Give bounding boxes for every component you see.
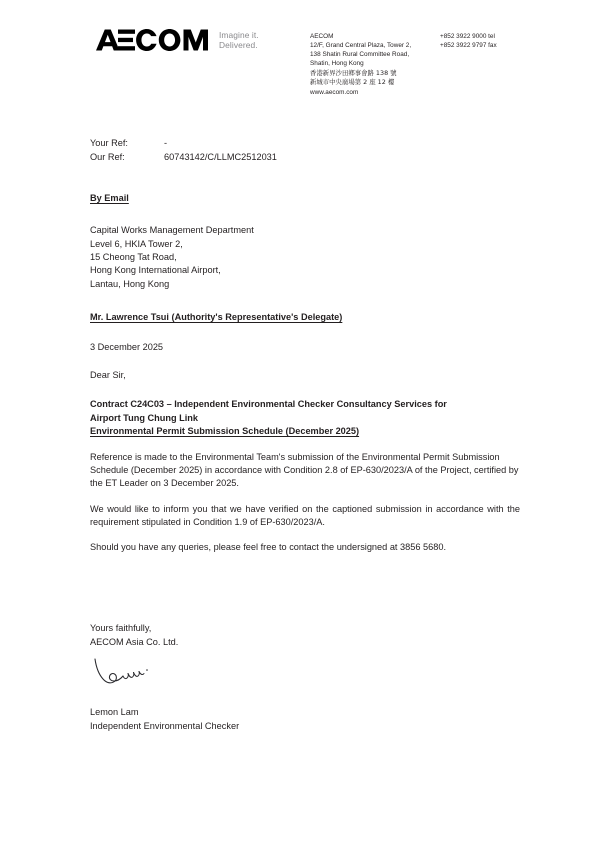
- your-ref-row: [90, 137, 277, 151]
- recipient-line: Capital Works Management Department: [90, 225, 254, 236]
- address-line: Shatin, Hong Kong: [310, 60, 364, 68]
- subject-line-2: Airport Tung Chung Link: [90, 412, 199, 423]
- letter-body: [90, 137, 522, 733]
- handwritten-signature-icon: [92, 655, 522, 696]
- recipient-line: 15 Cheong Tat Road,: [90, 252, 177, 262]
- address-line-chinese: 新城市中央廣場第 2 座 12 樓: [310, 78, 395, 87]
- body-paragraph-1: Reference is made to the Environmental Team's submission of the Environmental Permit Submission Schedule (December 2025) in accordance with Condition 2.8 of EP-630/2023/A of the Project, certified by the ET Leader on 3 December 2025.: [90, 451, 519, 489]
- signer-name: Lemon Lam: [90, 707, 139, 718]
- aecom-logo-block: [96, 29, 259, 56]
- our-ref-value: 60743142/C/LLMC2512031: [164, 151, 277, 162]
- subject-line-3: Environmental Permit Submission Schedule (December 2025): [90, 426, 360, 437]
- signer-title: Independent Environmental Checker: [90, 720, 240, 731]
- closing-company: AECOM Asia Co. Ltd.: [90, 636, 179, 647]
- aecom-tagline: [219, 31, 259, 50]
- address-line: 138 Shatin Rural Committee Road,: [310, 51, 410, 59]
- delivery-method-label: By Email: [90, 193, 129, 204]
- letter-date: 3 December 2025: [90, 342, 164, 353]
- telephone-number: +852 3922 9000 tel: [440, 33, 495, 40]
- letterhead-contact-block: [310, 32, 497, 97]
- letterhead: [0, 0, 602, 115]
- address-line-chinese: 香港新界沙田鄉事會路 138 號: [310, 68, 397, 77]
- address-line: 12/F, Grand Central Plaza, Tower 2,: [310, 42, 412, 50]
- body-paragraph-3: Should you have any queries, please feel free to contact the undersigned at 3856 5680.: [90, 542, 447, 553]
- tagline-line-1: Imagine it.: [219, 30, 259, 40]
- fax-number: +852 3922 9797 fax: [440, 42, 497, 50]
- recipient-line: Lantau, Hong Kong: [90, 278, 170, 289]
- aecom-logo-icon: [96, 29, 208, 56]
- our-ref-label: Our Ref:: [90, 151, 125, 162]
- subject-line-1: Contract C24C03 – Independent Environmental Checker Consultancy Services for: [90, 399, 447, 410]
- letterhead-address-column: [310, 32, 438, 97]
- salutation: Dear Sir,: [90, 369, 126, 380]
- closing-salutation: Yours faithfully,: [90, 623, 152, 634]
- tagline-line-2: Delivered.: [219, 39, 258, 50]
- recipient-line: Level 6, HKIA Tower 2,: [90, 238, 183, 249]
- subject-block: [90, 398, 508, 438]
- reference-block: [90, 137, 277, 164]
- recipient-line: Hong Kong International Airport,: [90, 265, 221, 276]
- your-ref-value: -: [164, 138, 168, 148]
- our-ref-row: [90, 151, 277, 165]
- address-line: AECOM: [310, 33, 334, 40]
- body-paragraph-2: We would like to inform you that we have verified on the captioned submission in accordance with the requirement stipulated in Condition 1.9 of EP-630/2023/A.: [90, 503, 520, 527]
- attention-line: Mr. Lawrence Tsui (Authority's Representative's Delegate): [90, 312, 343, 323]
- your-ref-label: Your Ref:: [90, 138, 128, 148]
- website-url[interactable]: www.aecom.com: [310, 88, 359, 96]
- letterhead-phone-column: [440, 32, 497, 50]
